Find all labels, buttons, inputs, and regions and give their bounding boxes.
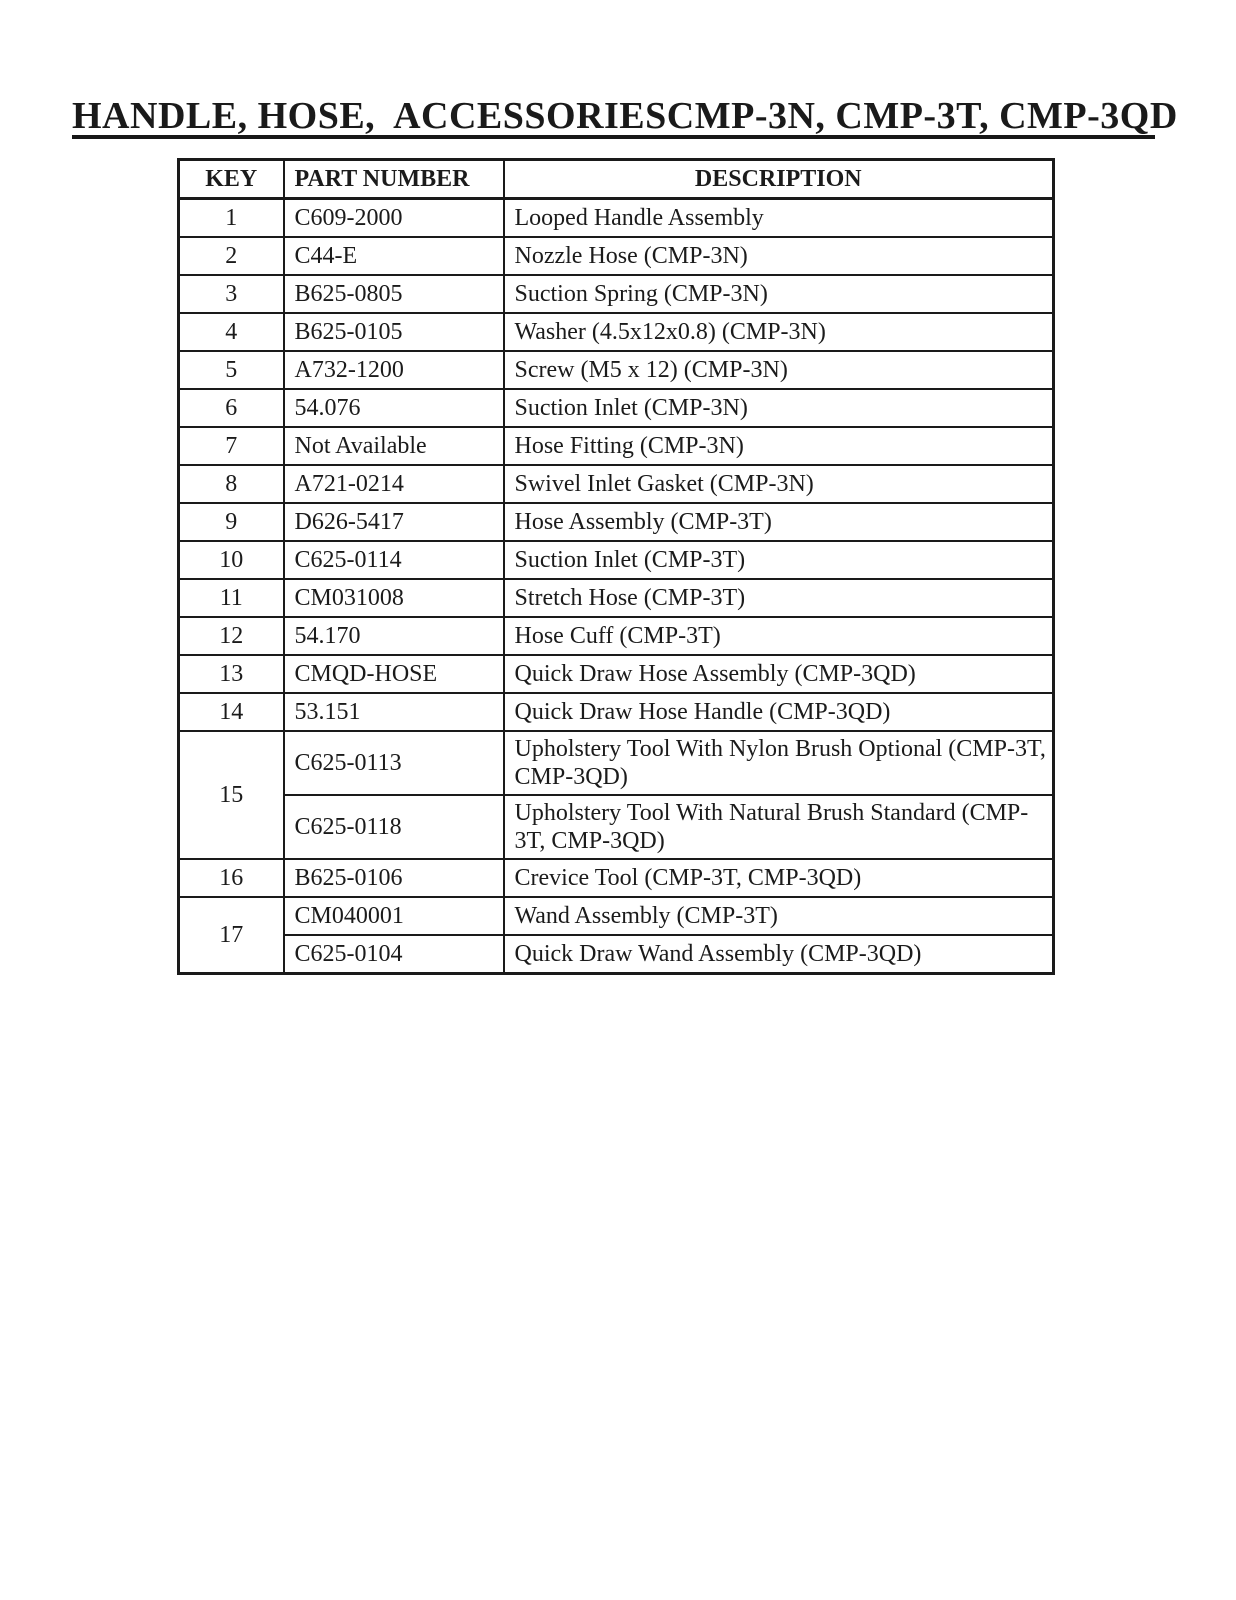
description-cell: Washer (4.5x12x0.8) (CMP-3N) <box>504 313 1054 351</box>
part-number-cell: B625-0105 <box>284 313 504 351</box>
key-cell: 12 <box>179 617 284 655</box>
part-number-cell: B625-0805 <box>284 275 504 313</box>
part-number-cell: 53.151 <box>284 693 504 731</box>
table-row <box>179 897 1054 935</box>
table-row <box>179 237 1054 275</box>
part-number-cell: C625-0104 <box>284 935 504 974</box>
page-title-left: HANDLE, HOSE, ACCESSORIES <box>72 95 667 138</box>
key-cell: 16 <box>179 859 284 897</box>
column-header-description: DESCRIPTION <box>504 160 1054 199</box>
description-cell: Screw (M5 x 12) (CMP-3N) <box>504 351 1054 389</box>
part-number-cell: C625-0118 <box>284 795 504 859</box>
table-row <box>179 859 1054 897</box>
part-number-cell: 54.076 <box>284 389 504 427</box>
part-number-cell: D626-5417 <box>284 503 504 541</box>
description-cell: Hose Fitting (CMP-3N) <box>504 427 1054 465</box>
table-row <box>179 693 1054 731</box>
table-row <box>179 795 1054 859</box>
key-cell: 2 <box>179 237 284 275</box>
table-row <box>179 313 1054 351</box>
table-row <box>179 541 1054 579</box>
table-row <box>179 655 1054 693</box>
description-cell: Quick Draw Hose Assembly (CMP-3QD) <box>504 655 1054 693</box>
key-cell: 15 <box>179 731 284 859</box>
table-row <box>179 617 1054 655</box>
key-cell: 8 <box>179 465 284 503</box>
key-cell: 6 <box>179 389 284 427</box>
page-title-right: CMP-3N, CMP-3T, CMP-3QD <box>666 95 1178 138</box>
key-cell: 4 <box>179 313 284 351</box>
table-row <box>179 503 1054 541</box>
description-cell: Quick Draw Hose Handle (CMP-3QD) <box>504 693 1054 731</box>
description-cell: Hose Cuff (CMP-3T) <box>504 617 1054 655</box>
part-number-cell: B625-0106 <box>284 859 504 897</box>
key-cell: 11 <box>179 579 284 617</box>
part-number-cell: C44-E <box>284 237 504 275</box>
description-cell: Nozzle Hose (CMP-3N) <box>504 237 1054 275</box>
column-header-part-number: PART NUMBER <box>284 160 504 199</box>
table-row <box>179 579 1054 617</box>
key-cell: 7 <box>179 427 284 465</box>
key-cell: 14 <box>179 693 284 731</box>
key-cell: 17 <box>179 897 284 974</box>
part-number-cell: A721-0214 <box>284 465 504 503</box>
description-cell: Crevice Tool (CMP-3T, CMP-3QD) <box>504 859 1054 897</box>
parts-table <box>177 158 1055 975</box>
description-cell: Suction Inlet (CMP-3N) <box>504 389 1054 427</box>
key-cell: 13 <box>179 655 284 693</box>
part-number-cell: C609-2000 <box>284 199 504 238</box>
description-cell: Suction Spring (CMP-3N) <box>504 275 1054 313</box>
table-row <box>179 427 1054 465</box>
key-cell: 9 <box>179 503 284 541</box>
part-number-cell: C625-0113 <box>284 731 504 795</box>
column-header-key: KEY <box>179 160 284 199</box>
table-row <box>179 731 1054 795</box>
description-cell: Suction Inlet (CMP-3T) <box>504 541 1054 579</box>
description-cell: Looped Handle Assembly <box>504 199 1054 238</box>
key-cell: 3 <box>179 275 284 313</box>
key-cell: 5 <box>179 351 284 389</box>
page-title <box>72 95 1178 139</box>
description-cell: Wand Assembly (CMP-3T) <box>504 897 1054 935</box>
table-header-row <box>179 160 1054 199</box>
part-number-cell: Not Available <box>284 427 504 465</box>
part-number-cell: CMQD-HOSE <box>284 655 504 693</box>
description-cell: Upholstery Tool With Natural Brush Standard (CMP-3T, CMP-3QD) <box>504 795 1054 859</box>
description-cell: Swivel Inlet Gasket (CMP-3N) <box>504 465 1054 503</box>
table-row <box>179 351 1054 389</box>
part-number-cell: 54.170 <box>284 617 504 655</box>
part-number-cell: A732-1200 <box>284 351 504 389</box>
key-cell: 10 <box>179 541 284 579</box>
table-row <box>179 465 1054 503</box>
table-row <box>179 199 1054 238</box>
description-cell: Quick Draw Wand Assembly (CMP-3QD) <box>504 935 1054 974</box>
table-row <box>179 389 1054 427</box>
part-number-cell: CM031008 <box>284 579 504 617</box>
description-cell: Hose Assembly (CMP-3T) <box>504 503 1054 541</box>
table-row <box>179 935 1054 974</box>
table-row <box>179 275 1054 313</box>
description-cell: Upholstery Tool With Nylon Brush Optional (CMP-3T, CMP-3QD) <box>504 731 1054 795</box>
key-cell: 1 <box>179 199 284 238</box>
part-number-cell: C625-0114 <box>284 541 504 579</box>
description-cell: Stretch Hose (CMP-3T) <box>504 579 1054 617</box>
part-number-cell: CM040001 <box>284 897 504 935</box>
